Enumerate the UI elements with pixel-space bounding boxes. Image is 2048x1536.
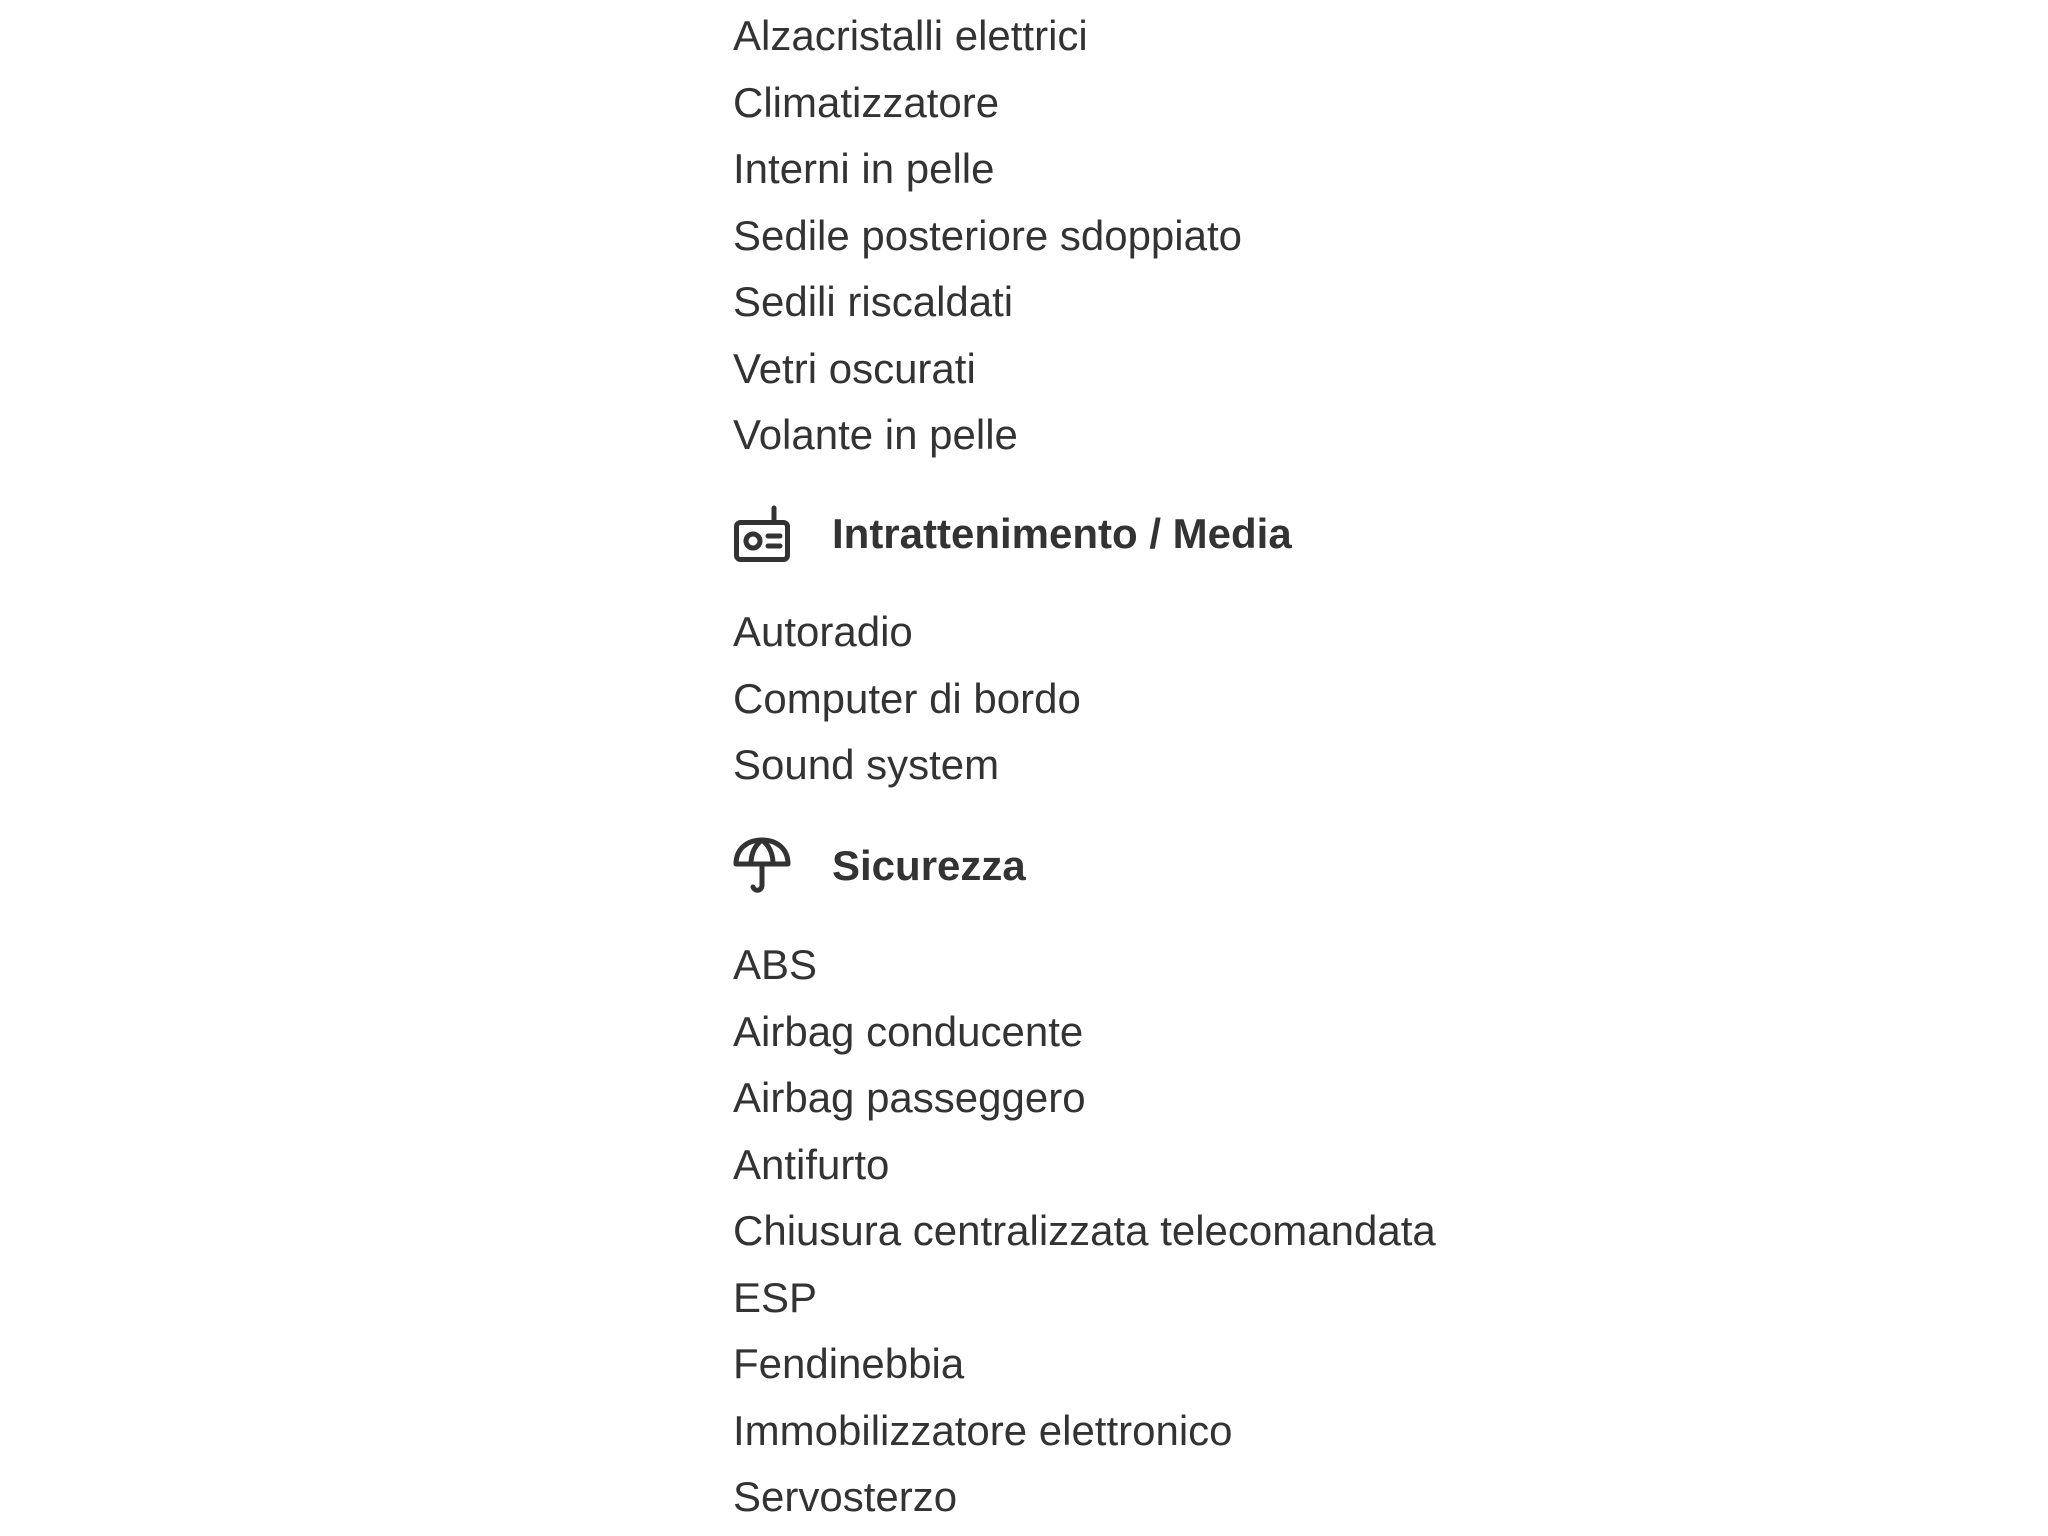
list-item: Computer di bordo (733, 674, 1081, 722)
umbrella-icon (733, 837, 791, 895)
list-item: Sedili riscaldati (733, 278, 1014, 325)
list-item: Sedile posteriore sdoppiato (733, 211, 1243, 259)
list-item: Climatizzatore (733, 78, 1000, 126)
list-item: Airbag conducente (733, 1007, 1084, 1055)
list-item: Alzacristalli elettrici (733, 12, 1088, 59)
list-item: ABS (733, 941, 818, 988)
list-item: Immobilizzatore elettronico (733, 1406, 1233, 1454)
list-item: Autoradio (733, 608, 913, 655)
media-items-list (733, 599, 1081, 799)
list-item: Chiusura centralizzata telecomandata (733, 1207, 1436, 1254)
safety-items-list (733, 932, 1436, 1531)
list-item: ESP (733, 1273, 818, 1321)
section-header-safety (733, 816, 1026, 916)
list-item: Antifurto (733, 1140, 890, 1188)
list-item: Interni in pelle (733, 145, 995, 192)
list-item: Volante in pelle (733, 411, 1018, 458)
section-header-media (733, 484, 1292, 584)
list-item: Servosterzo (733, 1473, 958, 1520)
list-item: Vetri oscurati (733, 344, 976, 392)
comfort-items-list (733, 3, 1242, 469)
section-title: Sicurezza (832, 842, 1026, 889)
list-item: Fendinebbia (733, 1340, 965, 1387)
radio-icon (733, 505, 791, 563)
list-item: Airbag passeggero (733, 1074, 1086, 1121)
list-item: Sound system (733, 741, 1000, 788)
section-title: Intrattenimento / Media (832, 510, 1292, 557)
